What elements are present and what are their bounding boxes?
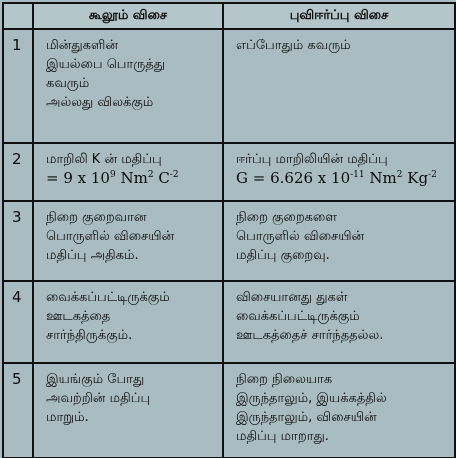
cell-line: மாறிலி K ன் மதிப்பு xyxy=(46,152,162,167)
table-row xyxy=(3,281,455,363)
cell-line: இருந்தாலும், விசையின் xyxy=(236,410,377,425)
header-gravitational-force: புவிஈர்ப்பு விசை xyxy=(223,3,455,29)
comparison-table xyxy=(2,2,456,458)
coulomb-cell xyxy=(33,281,223,363)
row-number: 3 xyxy=(3,201,33,281)
table-header-row xyxy=(3,3,455,29)
gravity-cell xyxy=(223,281,455,363)
coulomb-cell xyxy=(33,201,223,281)
row-number: 1 xyxy=(3,29,33,143)
gravity-cell xyxy=(223,363,455,458)
row-number: 5 xyxy=(3,363,33,458)
cell-line: ஊடகத்தைச் சார்ந்ததல்ல. xyxy=(236,328,384,343)
header-coulomb-force: கூலூம் விசை xyxy=(33,3,223,29)
cell-line: அவற்றின் மதிப்பு xyxy=(46,391,151,406)
coulomb-cell xyxy=(33,143,223,201)
cell-line: இயல்பை பொருத்து xyxy=(46,57,166,72)
cell-line: மதிப்பு குறைவு. xyxy=(236,248,330,263)
cell-line: நிறை குறைவான xyxy=(46,210,147,225)
row-number: 4 xyxy=(3,281,33,363)
table-row xyxy=(3,143,455,201)
cell-line: வைக்கப்பட்டிருக்கும் xyxy=(236,309,360,324)
table-row xyxy=(3,363,455,458)
cell-line: மதிப்பு அதிகம். xyxy=(46,248,139,263)
coulomb-constant-formula: = 9 x $10^9$ Nm$^2$ $C^{-2}$ xyxy=(46,169,179,187)
cell-line: ஊடகத்தை xyxy=(46,309,111,324)
cell-line: மின்துகளின் xyxy=(46,38,118,53)
gravity-cell xyxy=(223,201,455,281)
cell-line: மதிப்பு மாறாது. xyxy=(236,429,329,444)
cell-line: வைக்கப்பட்டிருக்கும் xyxy=(46,290,170,305)
cell-line: எப்போதும் கவரும் xyxy=(236,38,351,53)
cell-line: நிறை குறைகளை xyxy=(236,210,338,225)
table-row xyxy=(3,201,455,281)
coulomb-cell xyxy=(33,363,223,458)
row-number: 2 xyxy=(3,143,33,201)
cell-line: நிறை நிலையாக xyxy=(236,372,333,387)
cell-line: விசையானது துகள் xyxy=(236,290,348,305)
gravity-cell xyxy=(223,29,455,143)
cell-line: ஈர்ப்பு மாறிலியின் மதிப்பு xyxy=(236,152,388,167)
gravitational-constant-formula: G = 6.626 x $10^{-11}$ Nm$^2$ $Kg^{-2}$ xyxy=(236,169,437,187)
coulomb-cell xyxy=(33,29,223,143)
cell-line: கவரும் xyxy=(46,76,90,91)
cell-line: இயங்கும் போது xyxy=(46,372,145,387)
cell-line: மாறும். xyxy=(46,410,89,425)
cell-line: சார்ந்திருக்கும். xyxy=(46,328,133,343)
cell-line: பொருளில் விசையின் xyxy=(46,229,175,244)
gravity-cell xyxy=(223,143,455,201)
header-number-cell xyxy=(3,3,33,29)
table-row xyxy=(3,29,455,143)
cell-line: அல்லது விலக்கும் xyxy=(46,95,154,110)
cell-line: இருந்தாலும், இயக்கத்தில் xyxy=(236,391,387,406)
cell-line: பொருளில் விசையின் xyxy=(236,229,365,244)
